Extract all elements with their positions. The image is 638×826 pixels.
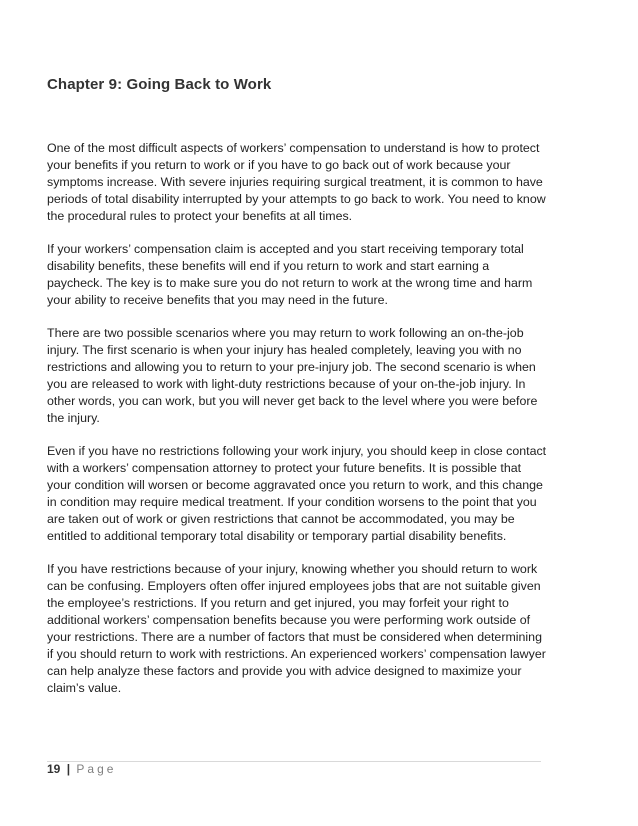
chapter-title: Chapter 9: Going Back to Work — [47, 76, 272, 93]
paragraph-1: One of the most difficult aspects of workers’ compensation to understand is how to protect your benefits if you return to work or if you have to go back out of work because your symptoms increase. With severe injuries requiring surgical treatment, it is common to have periods of total disability interrupted by your attempts to go back to work. You need to know the procedural rules to protect your benefits at all times. — [47, 141, 546, 223]
paragraph-3: There are two possible scenarios where you may return to work following an on-the-job injury. The first scenario is when your injury has healed completely, leaving you with no restrictions and allowing you to return to your pre-injury job. The second scenario is when you are released to work with light-duty restrictions because of your on-the-job injury. In other words, you can work, but you will never get back to the level where you were before the injury. — [47, 326, 538, 425]
footer-separator: | — [66, 762, 71, 776]
paragraph-2: If your workers’ compensation claim is accepted and you start receiving temporary total disability benefits, these benefits will end if you return to work and start earning a paycheck. The key is to make sure you do not return to work at the wrong time and harm your ability to receive benefits that you may need in the future. — [47, 242, 533, 307]
paragraph-4: Even if you have no restrictions following your work injury, you should keep in close contact with a workers’ compensation attorney to protect your future benefits. It is possible that your condition will worsen or become aggravated once you return to work, and this change in condition may require medical treatment. If your condition worsens to the point that you are taken out of work or given restrictions that cannot be accommodated, you may be entitled to additional temporary total disability or temporary partial disability benefits. — [47, 444, 547, 543]
page-footer — [47, 761, 116, 777]
page-number: 19 — [47, 762, 61, 776]
paragraph-5: If you have restrictions because of your injury, knowing whether you should return to work can be confusing. Employers often offer injured employees jobs that are not suitable given the employee’s restrictions. If you return and get injured, you may forfeit your right to additional workers’ compensation benefits because you were performing work outside of your restrictions. There are a number of factors that must be considered when determining if you should return to work with restrictions. An experienced workers’ compensation lawyer can help analyze these factors and provide you with advice designed to maximize your claim’s value. — [47, 562, 546, 695]
page-label: Page — [76, 762, 117, 776]
footer-divider — [47, 761, 541, 762]
chapter-body — [47, 140, 547, 713]
